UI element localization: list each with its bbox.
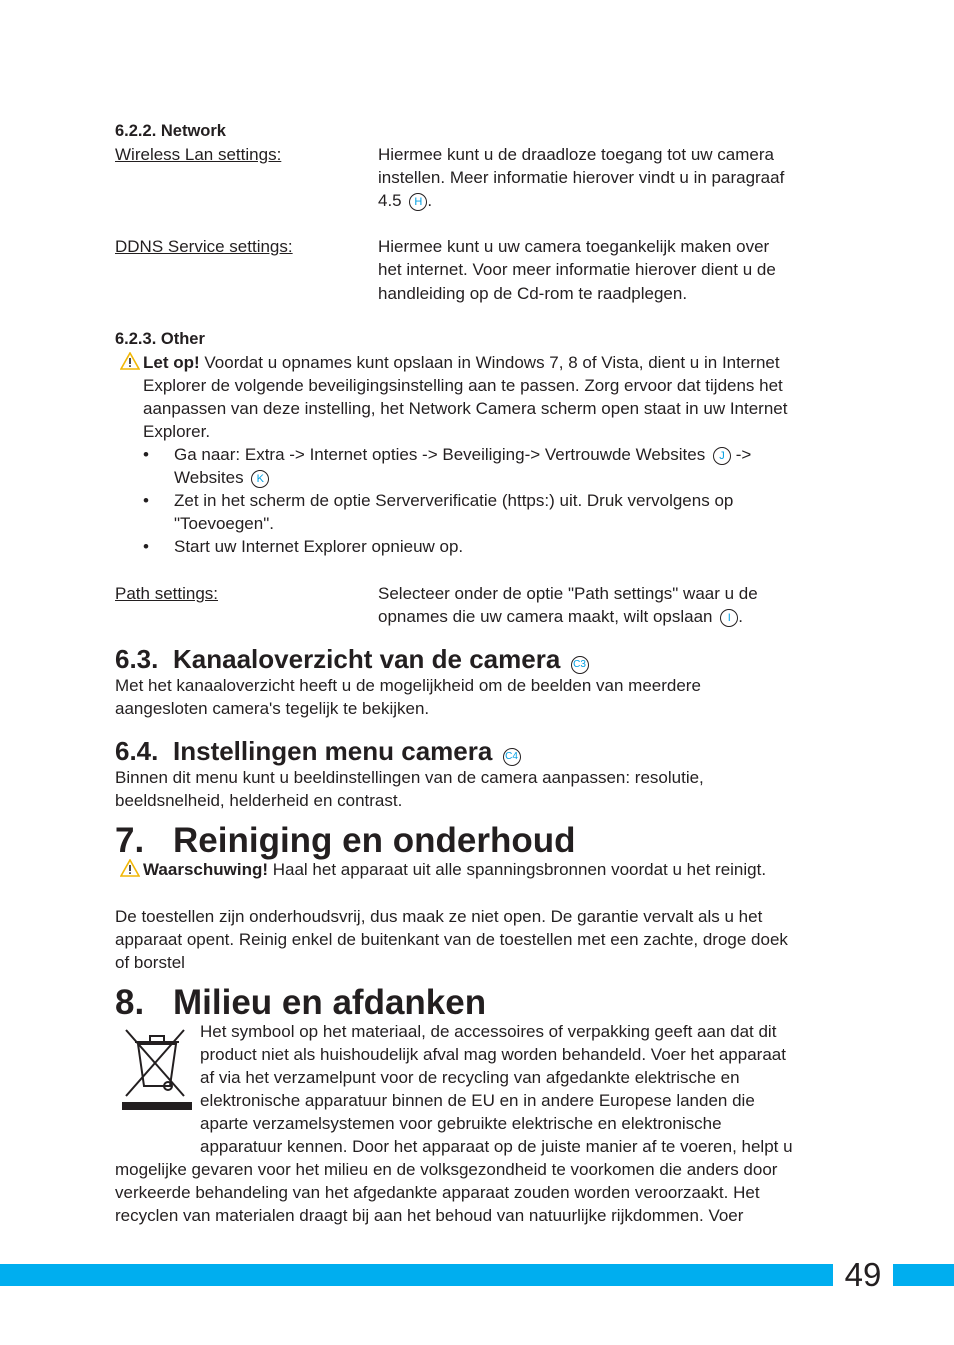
bullet1-line2 [174, 466, 269, 489]
s8-body-line9: recyclen van materialen draagt bij aan het behoud van natuurlijke rijkdommen. Voer [115, 1206, 744, 1225]
path-desc-text: opnames die uw camera maakt, wilt opslaan [378, 607, 713, 626]
ref-badge-k: K [251, 470, 269, 488]
bullet3-line: Start uw Internet Explorer opnieuw op. [174, 537, 464, 556]
ref-badge-c4: C4 [503, 748, 521, 766]
ddns-desc-line3: handleiding op de Cd-rom te raadplegen. [378, 284, 688, 303]
warning-label: Waarschuwing! [143, 860, 268, 879]
bullet-marker: • [143, 445, 149, 464]
ddns-desc-line1: Hiermee kunt u uw camera toegankelijk maken over [378, 237, 770, 256]
bullet1-line1 [174, 443, 751, 466]
bullet1-text: Ga naar: Extra -> Internet opties -> Beveiliging-> Vertrouwde Websites [174, 445, 706, 464]
warning-line4: Explorer. [143, 422, 211, 441]
ddns-desc-line2: het internet. Voor meer informatie hierover dient u de [378, 260, 776, 279]
s63-body-line2: aangesloten camera's tegelijk te bekijken. [115, 699, 430, 718]
wireless-desc-line1: Hiermee kunt u de draadloze toegang tot uw camera [378, 145, 774, 164]
path-desc-line1: Selecteer onder de optie "Path settings" waar u de [378, 584, 758, 603]
ref-badge-j: J [713, 447, 731, 465]
section-6-3-heading [115, 643, 589, 675]
s7-body-line2: apparaat opent. Reinig enkel de buitenkant van de toestellen met een zachte, droge doek [115, 930, 788, 949]
s7-body-line1: De toestellen zijn onderhoudsvrij, dus maak ze niet open. De garantie vervalt als u het [115, 907, 763, 926]
warning-text: Haal het apparaat uit alle spanningsbronnen voordat u het reinigt. [268, 860, 767, 879]
weee-crossed-bin-icon [122, 1028, 192, 1112]
ddns-label: DDNS Service settings: [115, 237, 293, 256]
chapter-7-heading [115, 820, 575, 862]
s8-body-line7: mogelijke gevaren voor het milieu en de volksgezondheid te voorkomen die anders door [115, 1160, 778, 1179]
other-heading: 6.2.3. Other [115, 330, 205, 348]
s8-body-line8: verkeerde behandeling van het afgedankte apparaat zouden worden veroorzaakt. Het [115, 1183, 760, 1202]
warning-line1 [143, 351, 780, 374]
ref-badge-c3: C3 [571, 656, 589, 674]
ref-badge-i: I [720, 609, 738, 627]
warning-label: Let op! [143, 353, 200, 372]
page-number: 49 [833, 1256, 893, 1294]
chapter-number: 7. [115, 821, 145, 860]
s8-body-line6: apparatuur kennen. Door het apparaat op de juiste manier af te voeren, helpt u [200, 1137, 793, 1156]
warning-line2: Explorer de volgende beveiligingsinstelling aan te passen. Zorg ervoor dat tijdens het [143, 376, 783, 395]
warning-icon [120, 859, 140, 877]
s64-body-line2: beeldsnelheid, helderheid en contrast. [115, 791, 403, 810]
path-label: Path settings: [115, 584, 219, 603]
bullet1-websites: Websites [174, 468, 244, 487]
warning-text: Voordat u opnames kunt opslaan in Windows 7, 8 of Vista, dient u in Internet [199, 353, 780, 372]
wireless-lan-label: Wireless Lan settings: [115, 145, 282, 164]
bullet2-line1: Zet in het scherm de optie Serververificatie (https:) uit. Druk vervolgens op [174, 491, 734, 510]
s7-warning-line [143, 858, 766, 881]
section-number: 6.3. [115, 644, 159, 674]
ref-badge-h: H [409, 193, 427, 211]
network-heading: 6.2.2. Network [115, 122, 226, 140]
section-title: Instellingen menu camera [173, 736, 493, 766]
chapter-number: 8. [115, 983, 145, 1022]
s8-body-line3: af via het verzamelpunt voor de recycling van afgedankte elektrische en [200, 1068, 740, 1087]
s8-body-line1: Het symbool op het materiaal, de accessoires of verpakking geeft aan dat dit [200, 1022, 777, 1041]
wireless-desc-line3: 4.5 H . [378, 191, 433, 210]
section-number: 6.4. [115, 736, 159, 766]
s8-body-line2: product niet als huishoudelijk afval mag worden behandeld. Voer het apparaat [200, 1045, 786, 1064]
footer-bar [0, 1264, 954, 1286]
s8-body-line5: aparte verzamelsystemen voor gebruikte elektrische en elektronische [200, 1114, 722, 1133]
section-title: Kanaaloverzicht van de camera [173, 644, 561, 674]
path-desc-line2: opnames die uw camera maakt, wilt opslaan I . [378, 607, 743, 626]
s8-body-line4: elektronische apparatuur binnen de EU en in andere Europese landen die [200, 1091, 755, 1110]
s64-body-line1: Binnen dit menu kunt u beeldinstellingen van de camera aanpassen: resolutie, [115, 768, 704, 787]
chapter-title: Milieu en afdanken [173, 983, 487, 1022]
bullet1-arrow: -> [735, 445, 752, 464]
bullet-marker: • [143, 537, 149, 556]
chapter-title: Reiniging en onderhoud [173, 821, 576, 860]
bullet2-line2: "Toevoegen". [174, 514, 274, 533]
section-6-4-heading [115, 735, 521, 767]
warning-line3: aanpassen van deze instelling, het Network Camera scherm open staat in uw Internet [143, 399, 788, 418]
bullet-marker: • [143, 491, 149, 510]
chapter-8-heading [115, 982, 486, 1024]
warning-icon [120, 352, 140, 370]
s7-body-line3: of borstel [115, 953, 185, 972]
wireless-desc-line2: instellen. Meer informatie hierover vindt u in paragraaf [378, 168, 785, 187]
s63-body-line1: Met het kanaaloverzicht heeft u de mogelijkheid om de beelden van meerdere [115, 676, 701, 695]
wireless-desc-ref: 4.5 [378, 191, 402, 210]
